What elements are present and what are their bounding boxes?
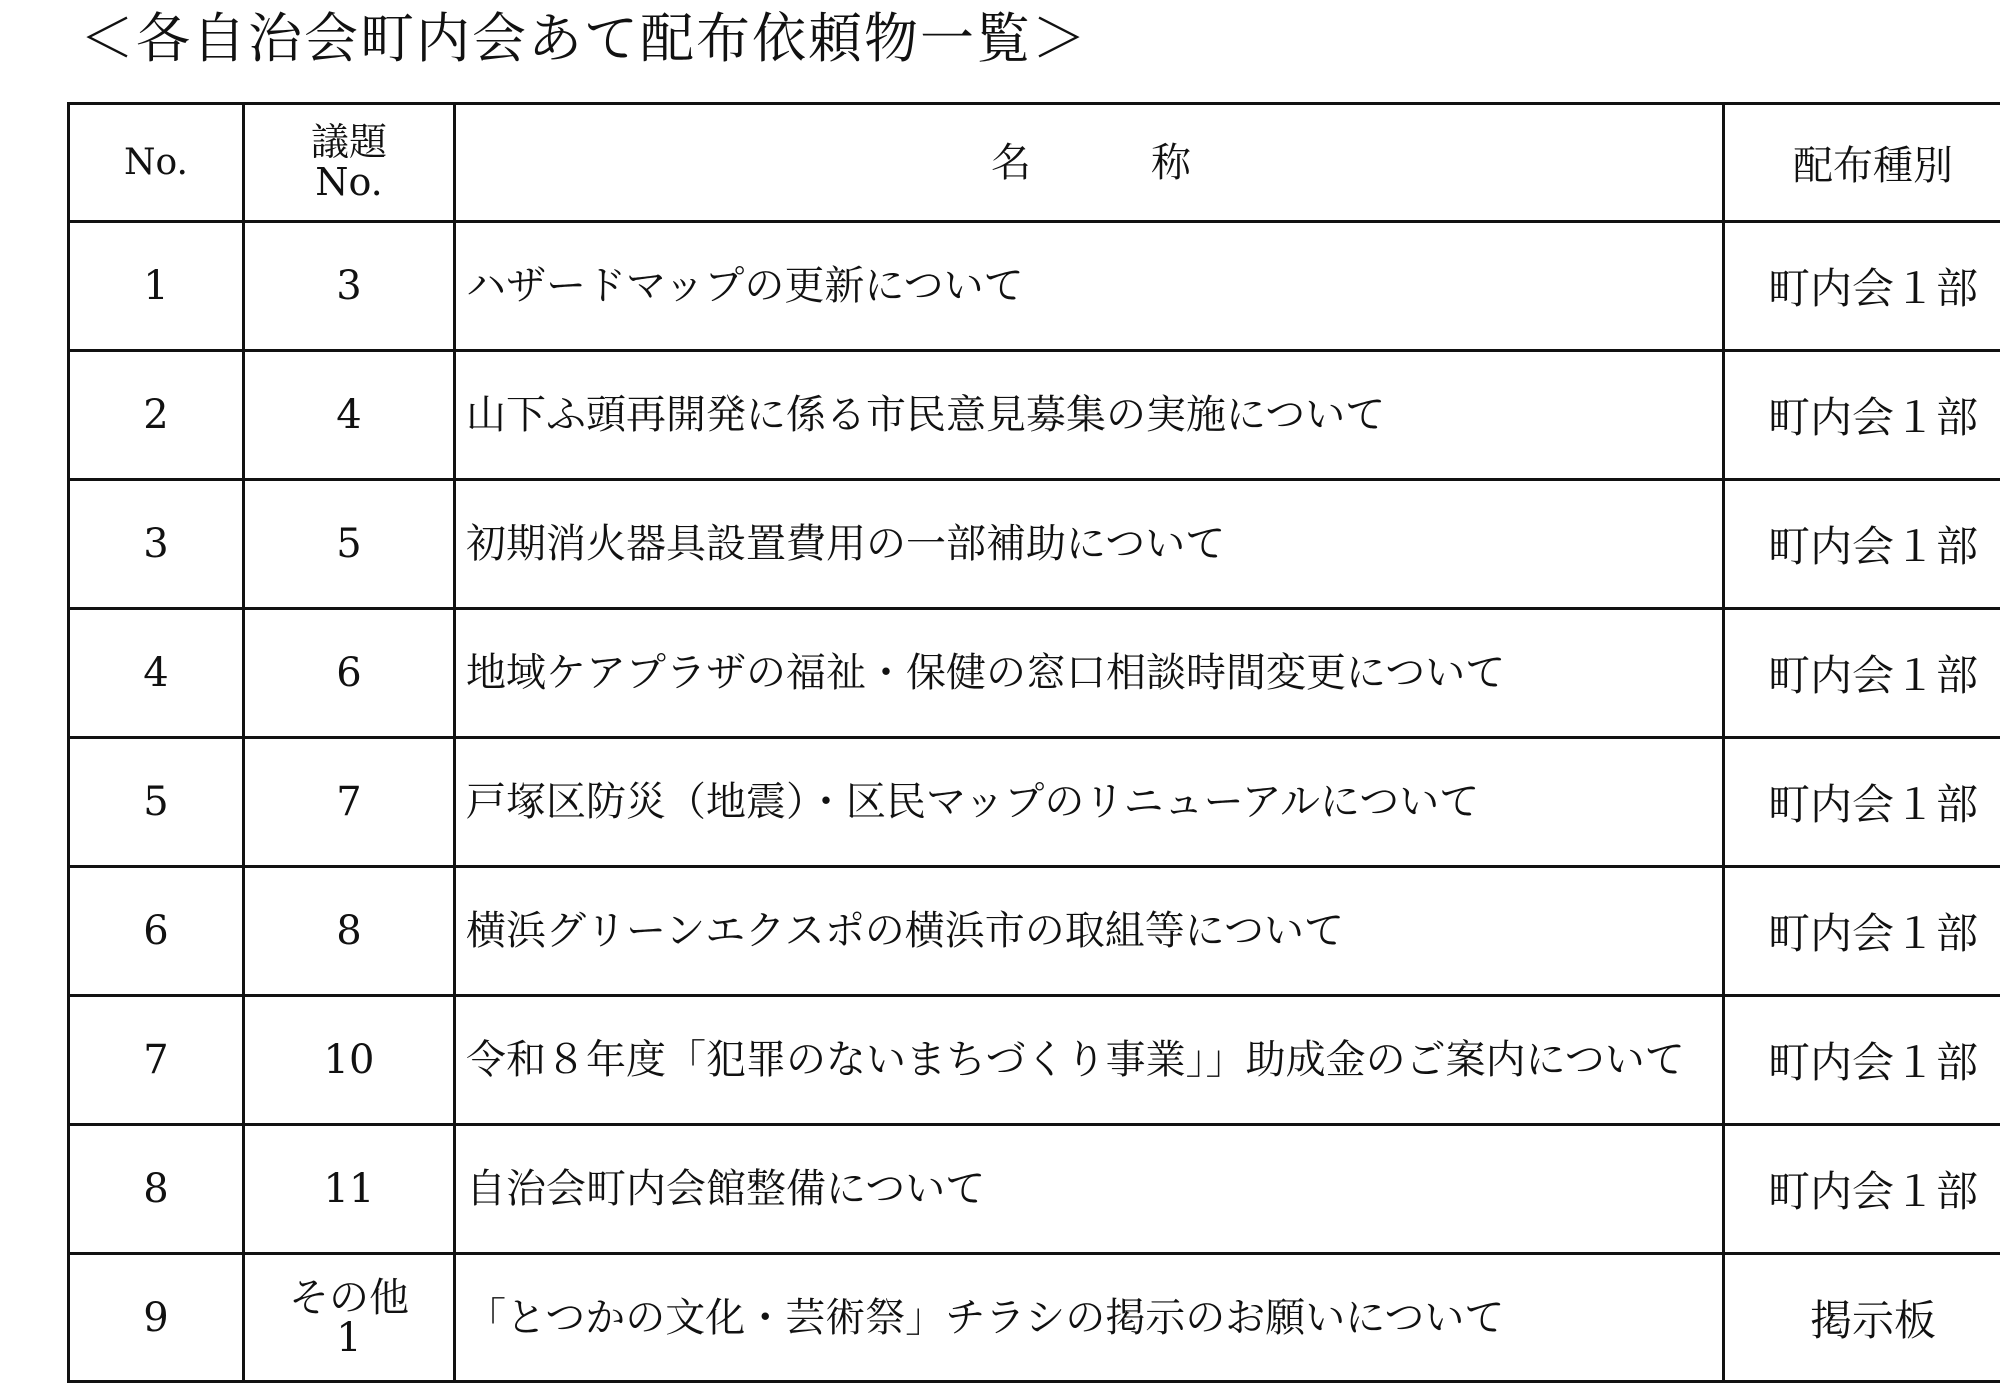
cell-no: 8 [69, 1125, 244, 1254]
cell-distribution-type: 町内会１部 [1724, 996, 2000, 1125]
cell-agenda-no: 4 [244, 351, 455, 480]
cell-name: 戸塚区防災（地震）・区民マップのリニューアルについて [455, 738, 1724, 867]
cell-name: 自治会町内会館整備について [455, 1125, 1724, 1254]
cell-name: 初期消火器具設置費用の一部補助について [455, 480, 1724, 609]
cell-agenda-no: 11 [244, 1125, 455, 1254]
cell-agenda-line2: 1 [336, 1314, 362, 1361]
cell-agenda-no: 6 [244, 609, 455, 738]
cell-name: 山下ふ頭再開発に係る市民意見募集の実施について [455, 351, 1724, 480]
cell-distribution-type: 掲示板 [1724, 1254, 2000, 1382]
cell-name: 地域ケアプラザの福祉・保健の窓口相談時間変更について [455, 609, 1724, 738]
table-row [69, 351, 2000, 480]
table-row [69, 867, 2000, 996]
cell-agenda-no: 7 [244, 738, 455, 867]
cell-agenda-line1: その他 [289, 1274, 409, 1321]
cell-no: 5 [69, 738, 244, 867]
header-agenda-line1: 議題 [310, 119, 387, 164]
cell-distribution-type: 町内会１部 [1724, 867, 2000, 996]
cell-agenda-no: 8 [244, 867, 455, 996]
header-name [455, 104, 1724, 222]
cell-name: 横浜グリーンエクスポの横浜市の取組等について [455, 867, 1724, 996]
header-agenda-line2: No. [315, 159, 383, 204]
cell-distribution-type: 町内会１部 [1724, 1125, 2000, 1254]
cell-distribution-type: 町内会１部 [1724, 222, 2000, 351]
table-row [69, 1125, 2000, 1254]
cell-name: 「とつかの文化・芸術祭」チラシの掲示のお願いについて [455, 1254, 1724, 1382]
cell-name: ハザードマップの更新について [455, 222, 1724, 351]
cell-no: 2 [69, 351, 244, 480]
cell-no: 6 [69, 867, 244, 996]
header-name-part2: 称 [1151, 139, 1191, 186]
cell-agenda-no [244, 1254, 455, 1382]
cell-distribution-type: 町内会１部 [1724, 351, 2000, 480]
cell-no: 1 [69, 222, 244, 351]
table-row [69, 480, 2000, 609]
cell-agenda-no: 5 [244, 480, 455, 609]
cell-distribution-type: 町内会１部 [1724, 480, 2000, 609]
header-agenda-no [244, 104, 455, 222]
cell-no: 3 [69, 480, 244, 609]
cell-distribution-type: 町内会１部 [1724, 738, 2000, 867]
table-row [69, 609, 2000, 738]
distribution-table [67, 102, 2000, 1383]
cell-agenda-no: 3 [244, 222, 455, 351]
cell-distribution-type: 町内会１部 [1724, 609, 2000, 738]
header-distribution-type: 配布種別 [1724, 104, 2000, 222]
cell-no: 4 [69, 609, 244, 738]
cell-name: 令和８年度「犯罪のないまちづくり事業」」助成金のご案内について [455, 996, 1724, 1125]
table-row [69, 996, 2000, 1125]
header-no: No. [69, 104, 244, 222]
table-row [69, 222, 2000, 351]
table-row [69, 738, 2000, 867]
cell-no: 9 [69, 1254, 244, 1382]
table-row [69, 1254, 2000, 1382]
table-header-row [69, 104, 2000, 222]
cell-no: 7 [69, 996, 244, 1125]
page-title: ＜各自治会町内会あて配布依頼物一覧＞ [80, 7, 1088, 70]
header-name-part1: 名 [991, 139, 1031, 186]
cell-agenda-no: 10 [244, 996, 455, 1125]
